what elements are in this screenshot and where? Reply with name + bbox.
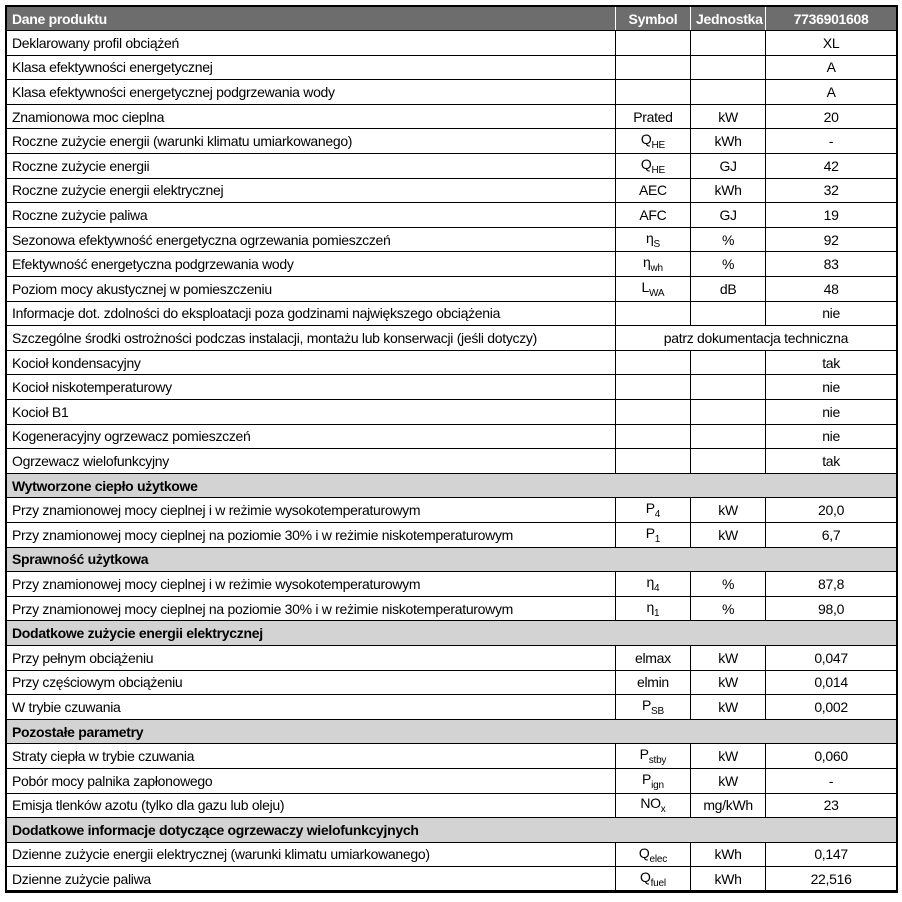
row-value: 6,7 (766, 522, 897, 547)
row-label: Przy znamionowej mocy cieplnej na poziomie 30% i w reżimie niskotemperaturowym (6, 596, 615, 621)
row-value: 0,014 (766, 670, 897, 695)
row-label: Roczne zużycie energii elektrycznej (6, 178, 615, 203)
row-value: 23 (766, 793, 897, 818)
table-row (6, 326, 897, 351)
symbol-subscript: wh (650, 263, 663, 275)
table-row (6, 55, 897, 80)
table-row (6, 252, 897, 277)
row-label: Roczne zużycie paliwa (6, 203, 615, 228)
header-product-number: 7736901608 (766, 6, 897, 31)
row-symbol (615, 424, 690, 449)
row-label: Przy znamionowej mocy cieplnej na poziomie 30% i w reżimie niskotemperaturowym (6, 522, 615, 547)
row-symbol: AEC (615, 178, 690, 203)
table-row (6, 31, 897, 56)
row-symbol: $\eta_1$ (615, 596, 690, 621)
row-unit (691, 449, 766, 474)
section-row (6, 547, 897, 572)
row-label: Szczególne środki ostrożności podczas instalacji, montażu lub konserwacji (jeśli dotyczy) (6, 326, 615, 351)
table-row (6, 498, 897, 523)
row-value: 87,8 (766, 572, 897, 597)
row-value: 98,0 (766, 596, 897, 621)
header-symbol: Symbol (615, 6, 690, 31)
row-symbol: $\eta_S$ (615, 227, 690, 252)
symbol-subscript: S (653, 238, 660, 250)
row-unit: GJ (691, 154, 766, 179)
section-title: Dodatkowe zużycie energii elektrycznej (6, 621, 897, 646)
row-label: Przy znamionowej mocy cieplnej i w reżimie wysokotemperaturowym (6, 572, 615, 597)
row-value: A (766, 55, 897, 80)
row-symbol (615, 350, 690, 375)
row-symbol: $Q_{fuel}$ (615, 867, 690, 892)
row-value: - (766, 129, 897, 154)
row-symbol: $P_{ign}$ (615, 768, 690, 793)
row-value: 20,0 (766, 498, 897, 523)
row-label: Dzienne zużycie paliwa (6, 867, 615, 892)
table-row (6, 400, 897, 425)
symbol-subscript: HE (651, 164, 665, 176)
row-unit (691, 375, 766, 400)
table-row (6, 744, 897, 769)
table-row (6, 129, 897, 154)
row-label: Straty ciepła w trybie czuwania (6, 744, 615, 769)
row-unit: kW (691, 744, 766, 769)
row-value: nie (766, 424, 897, 449)
row-symbol: $P_{stby}$ (615, 744, 690, 769)
row-label: Sezonowa efektywność energetyczna ogrzewania pomieszczeń (6, 227, 615, 252)
row-value: XL (766, 31, 897, 56)
row-label: Emisja tlenków azotu (tylko dla gazu lub oleju) (6, 793, 615, 818)
table-row (6, 670, 897, 695)
table-header-row (6, 6, 897, 31)
row-symbol: elmax (615, 645, 690, 670)
row-unit: kWh (691, 842, 766, 867)
section-row (6, 473, 897, 498)
row-value: 92 (766, 227, 897, 252)
row-label: Klasa efektywności energetycznej (6, 55, 615, 80)
row-unit: GJ (691, 203, 766, 228)
product-data-table (5, 5, 898, 893)
row-unit: % (691, 596, 766, 621)
table-row (6, 301, 897, 326)
table-row (6, 572, 897, 597)
symbol-subscript: 1 (654, 533, 661, 545)
row-symbol: $P_4$ (615, 498, 690, 523)
row-unit (691, 400, 766, 425)
row-label: Przy znamionowej mocy cieplnej i w reżimie wysokotemperaturowym (6, 498, 615, 523)
row-value: tak (766, 350, 897, 375)
row-value: 0,047 (766, 645, 897, 670)
row-symbol (615, 31, 690, 56)
row-label: Deklarowany profil obciążeń (6, 31, 615, 56)
table-row (6, 695, 897, 720)
row-symbol (615, 55, 690, 80)
row-value: 83 (766, 252, 897, 277)
row-value: nie (766, 375, 897, 400)
table-row (6, 522, 897, 547)
symbol-subscript: stby (648, 755, 667, 766)
row-unit: kWh (691, 178, 766, 203)
row-label: Kocioł niskotemperaturowy (6, 375, 615, 400)
row-symbol: $P_{SB}$ (615, 695, 690, 720)
table-row (6, 596, 897, 621)
header-product-data: Dane produktu (6, 6, 615, 31)
table-row (6, 424, 897, 449)
table-row (6, 793, 897, 818)
row-value: nie (766, 301, 897, 326)
row-symbol: $Q_{elec}$ (615, 842, 690, 867)
row-value: 48 (766, 277, 897, 302)
row-unit: dB (691, 277, 766, 302)
row-label: Pobór mocy palnika zapłonowego (6, 768, 615, 793)
row-label: Kogeneracyjny ogrzewacz pomieszczeń (6, 424, 615, 449)
row-symbol (615, 375, 690, 400)
symbol-subscript: 1 (654, 607, 660, 619)
row-unit: % (691, 252, 766, 277)
table-row (6, 227, 897, 252)
row-symbol: $NO_x$ (615, 793, 690, 818)
row-unit: % (691, 227, 766, 252)
table-row (6, 867, 897, 892)
row-unit (691, 80, 766, 105)
row-value: 20 (766, 104, 897, 129)
row-unit (691, 55, 766, 80)
section-row (6, 818, 897, 843)
row-symbol (615, 400, 690, 425)
row-unit: kW (691, 104, 766, 129)
row-label: Przy pełnym obciążeniu (6, 645, 615, 670)
symbol-subscript: 4 (654, 509, 661, 521)
row-unit: kWh (691, 129, 766, 154)
row-unit: kW (691, 645, 766, 670)
row-label: Poziom mocy akustycznej w pomieszczeniu (6, 277, 615, 302)
row-label: W trybie czuwania (6, 695, 615, 720)
table-row (6, 768, 897, 793)
row-symbol (615, 80, 690, 105)
row-label: Efektywność energetyczna podgrzewania wody (6, 252, 615, 277)
table-row (6, 203, 897, 228)
row-symbol: $\eta_4$ (615, 572, 690, 597)
table-row (6, 842, 897, 867)
row-value: 42 (766, 154, 897, 179)
table-row (6, 449, 897, 474)
row-label: Roczne zużycie energii (6, 154, 615, 179)
row-label: Informacje dot. zdolności do eksploatacji poza godzinami największego obciążenia (6, 301, 615, 326)
row-value: 32 (766, 178, 897, 203)
row-value: 0,147 (766, 842, 897, 867)
symbol-subscript: WA (649, 287, 665, 299)
row-unit (691, 31, 766, 56)
row-unit: mg/kWh (691, 793, 766, 818)
row-label: Kocioł B1 (6, 400, 615, 425)
section-row (6, 719, 897, 744)
row-symbol (615, 301, 690, 326)
header-unit: Jednostka (691, 6, 766, 31)
section-row (6, 621, 897, 646)
row-symbol: Prated (615, 104, 690, 129)
section-title: Pozostałe parametry (6, 719, 897, 744)
row-unit: kW (691, 768, 766, 793)
table-row (6, 104, 897, 129)
symbol-subscript: ign (651, 779, 664, 791)
row-label: Dzienne zużycie energii elektrycznej (warunki klimatu umiarkowanego) (6, 842, 615, 867)
row-unit: % (691, 572, 766, 597)
row-value: 0,002 (766, 695, 897, 720)
row-unit: kW (691, 695, 766, 720)
row-label: Przy częściowym obciążeniu (6, 670, 615, 695)
row-unit (691, 301, 766, 326)
symbol-subscript: 4 (654, 582, 660, 594)
table-row (6, 80, 897, 105)
table-row (6, 178, 897, 203)
section-title: Dodatkowe informacje dotyczące ogrzewaczy wielofunkcyjnych (6, 818, 897, 843)
row-value: tak (766, 449, 897, 474)
row-label: Ogrzewacz wielofunkcyjny (6, 449, 615, 474)
row-label: Klasa efektywności energetycznej podgrzewania wody (6, 80, 615, 105)
row-symbol: $Q_{HE}$ (615, 129, 690, 154)
row-symbol: elmin (615, 670, 690, 695)
section-title: Wytworzone ciepło użytkowe (6, 473, 897, 498)
row-value: patrz dokumentacja techniczna (615, 326, 897, 351)
row-label: Kocioł kondensacyjny (6, 350, 615, 375)
row-symbol: AFC (615, 203, 690, 228)
row-value: - (766, 768, 897, 793)
symbol-subscript: SB (650, 705, 664, 717)
row-symbol: $L_{WA}$ (615, 277, 690, 302)
row-value: 22,516 (766, 867, 897, 892)
row-unit: kWh (691, 867, 766, 892)
table-row (6, 645, 897, 670)
row-unit: kW (691, 522, 766, 547)
row-value: A (766, 80, 897, 105)
symbol-subscript: HE (651, 140, 665, 152)
row-unit: kW (691, 498, 766, 523)
row-label: Znamionowa moc cieplna (6, 104, 615, 129)
symbol-subscript: fuel (650, 877, 666, 889)
table-body (6, 31, 897, 892)
row-symbol (615, 449, 690, 474)
row-symbol: $Q_{HE}$ (615, 154, 690, 179)
table-row (6, 350, 897, 375)
row-value: 19 (766, 203, 897, 228)
row-unit: kW (691, 670, 766, 695)
row-value: 0,060 (766, 744, 897, 769)
symbol-subscript: elec (649, 853, 667, 865)
section-title: Sprawność użytkowa (6, 547, 897, 572)
table-row (6, 154, 897, 179)
symbol-subscript: x (660, 804, 666, 816)
row-value: nie (766, 400, 897, 425)
table-row (6, 375, 897, 400)
row-symbol: $P_1$ (615, 522, 690, 547)
row-unit (691, 424, 766, 449)
table-row (6, 277, 897, 302)
row-symbol: $\eta_{wh}$ (615, 252, 690, 277)
row-label: Roczne zużycie energii (warunki klimatu umiarkowanego) (6, 129, 615, 154)
row-unit (691, 350, 766, 375)
